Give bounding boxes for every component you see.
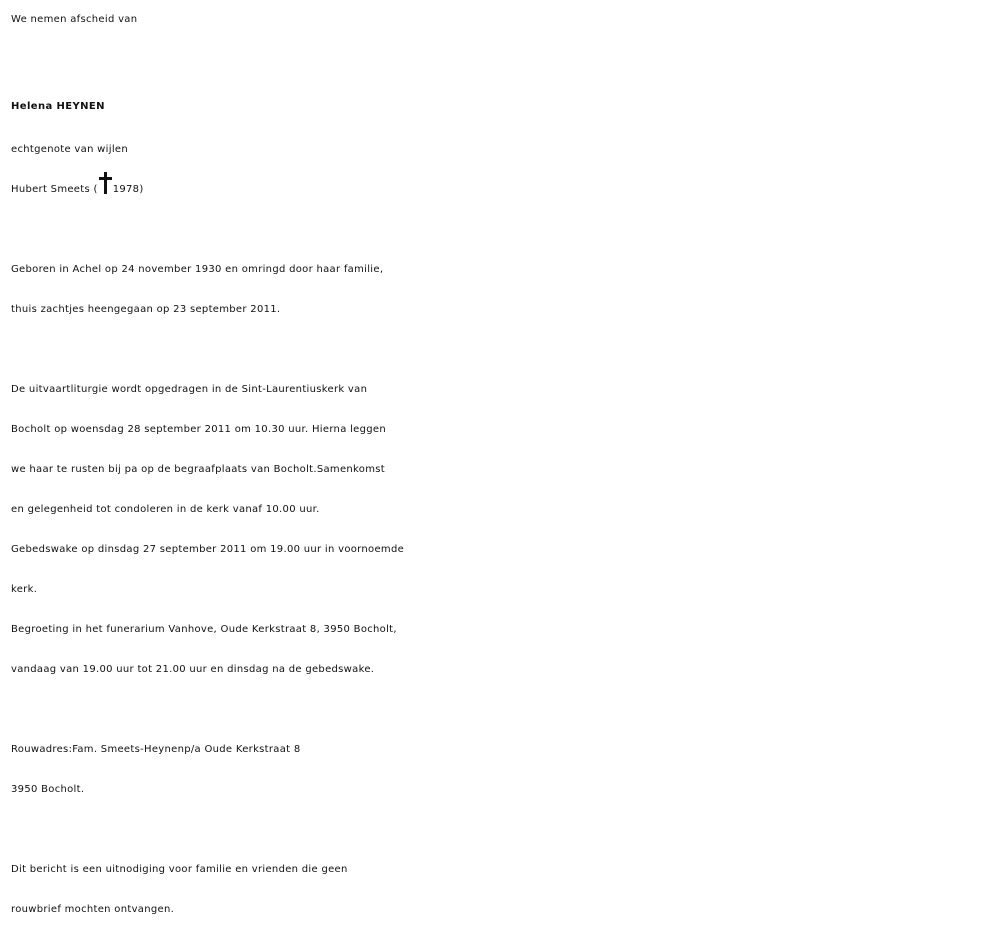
ceremony-line: en gelegenheid tot condoleren in de kerk vanaf 10.00 uur. xyxy=(11,504,320,515)
address-line: Rouwadres:Fam. Smeets-Heynenp/a Oude Kerkstraat 8 xyxy=(11,744,301,755)
spouse-suffix: ) xyxy=(139,184,144,195)
ceremony-line: kerk. xyxy=(11,584,38,595)
deceased-name: Helena HEYNEN xyxy=(11,101,105,112)
spouse-relation: echtgenote van wijlen xyxy=(11,144,128,155)
spouse-name xyxy=(11,170,996,210)
ceremony-line: vandaag van 19.00 uur tot 21.00 uur en dinsdag na de gebedswake. xyxy=(11,664,375,675)
birth-death-line: thuis zachtjes heengegaan op 23 september 2011. xyxy=(11,304,281,315)
spacer xyxy=(11,690,996,730)
spacer xyxy=(11,810,996,850)
spacer xyxy=(11,40,996,80)
intro-text: We nemen afscheid van xyxy=(11,14,138,25)
ceremony-line: Begroeting in het funerarium Vanhove, Oude Kerkstraat 8, 3950 Bocholt, xyxy=(11,624,397,635)
ceremony-line: Gebedswake op dinsdag 27 september 2011 om 19.00 uur in voornoemde xyxy=(11,544,405,555)
spacer xyxy=(11,210,996,250)
spouse-name-text: Hubert Smeets ( xyxy=(11,184,98,195)
ceremony-line: De uitvaartliturgie wordt opgedragen in de Sint-Laurentiuskerk van xyxy=(11,384,368,395)
ceremony-line: Bocholt op woensdag 28 september 2011 om 10.30 uur. Hierna leggen xyxy=(11,424,387,435)
closing-line: rouwbrief mochten ontvangen. xyxy=(11,904,175,915)
cross-icon xyxy=(99,172,112,194)
address-line: 3950 Bocholt. xyxy=(11,784,85,795)
birth-death-line: Geboren in Achel op 24 november 1930 en omringd door haar familie, xyxy=(11,264,384,275)
closing-line: Dit bericht is een uitnodiging voor familie en vrienden die geen xyxy=(11,864,348,875)
spacer xyxy=(11,330,996,370)
death-notice xyxy=(11,0,996,930)
spouse-death-year: 1978 xyxy=(112,184,140,195)
ceremony-line: we haar te rusten bij pa op de begraafplaats van Bocholt.Samenkomst xyxy=(11,464,385,475)
